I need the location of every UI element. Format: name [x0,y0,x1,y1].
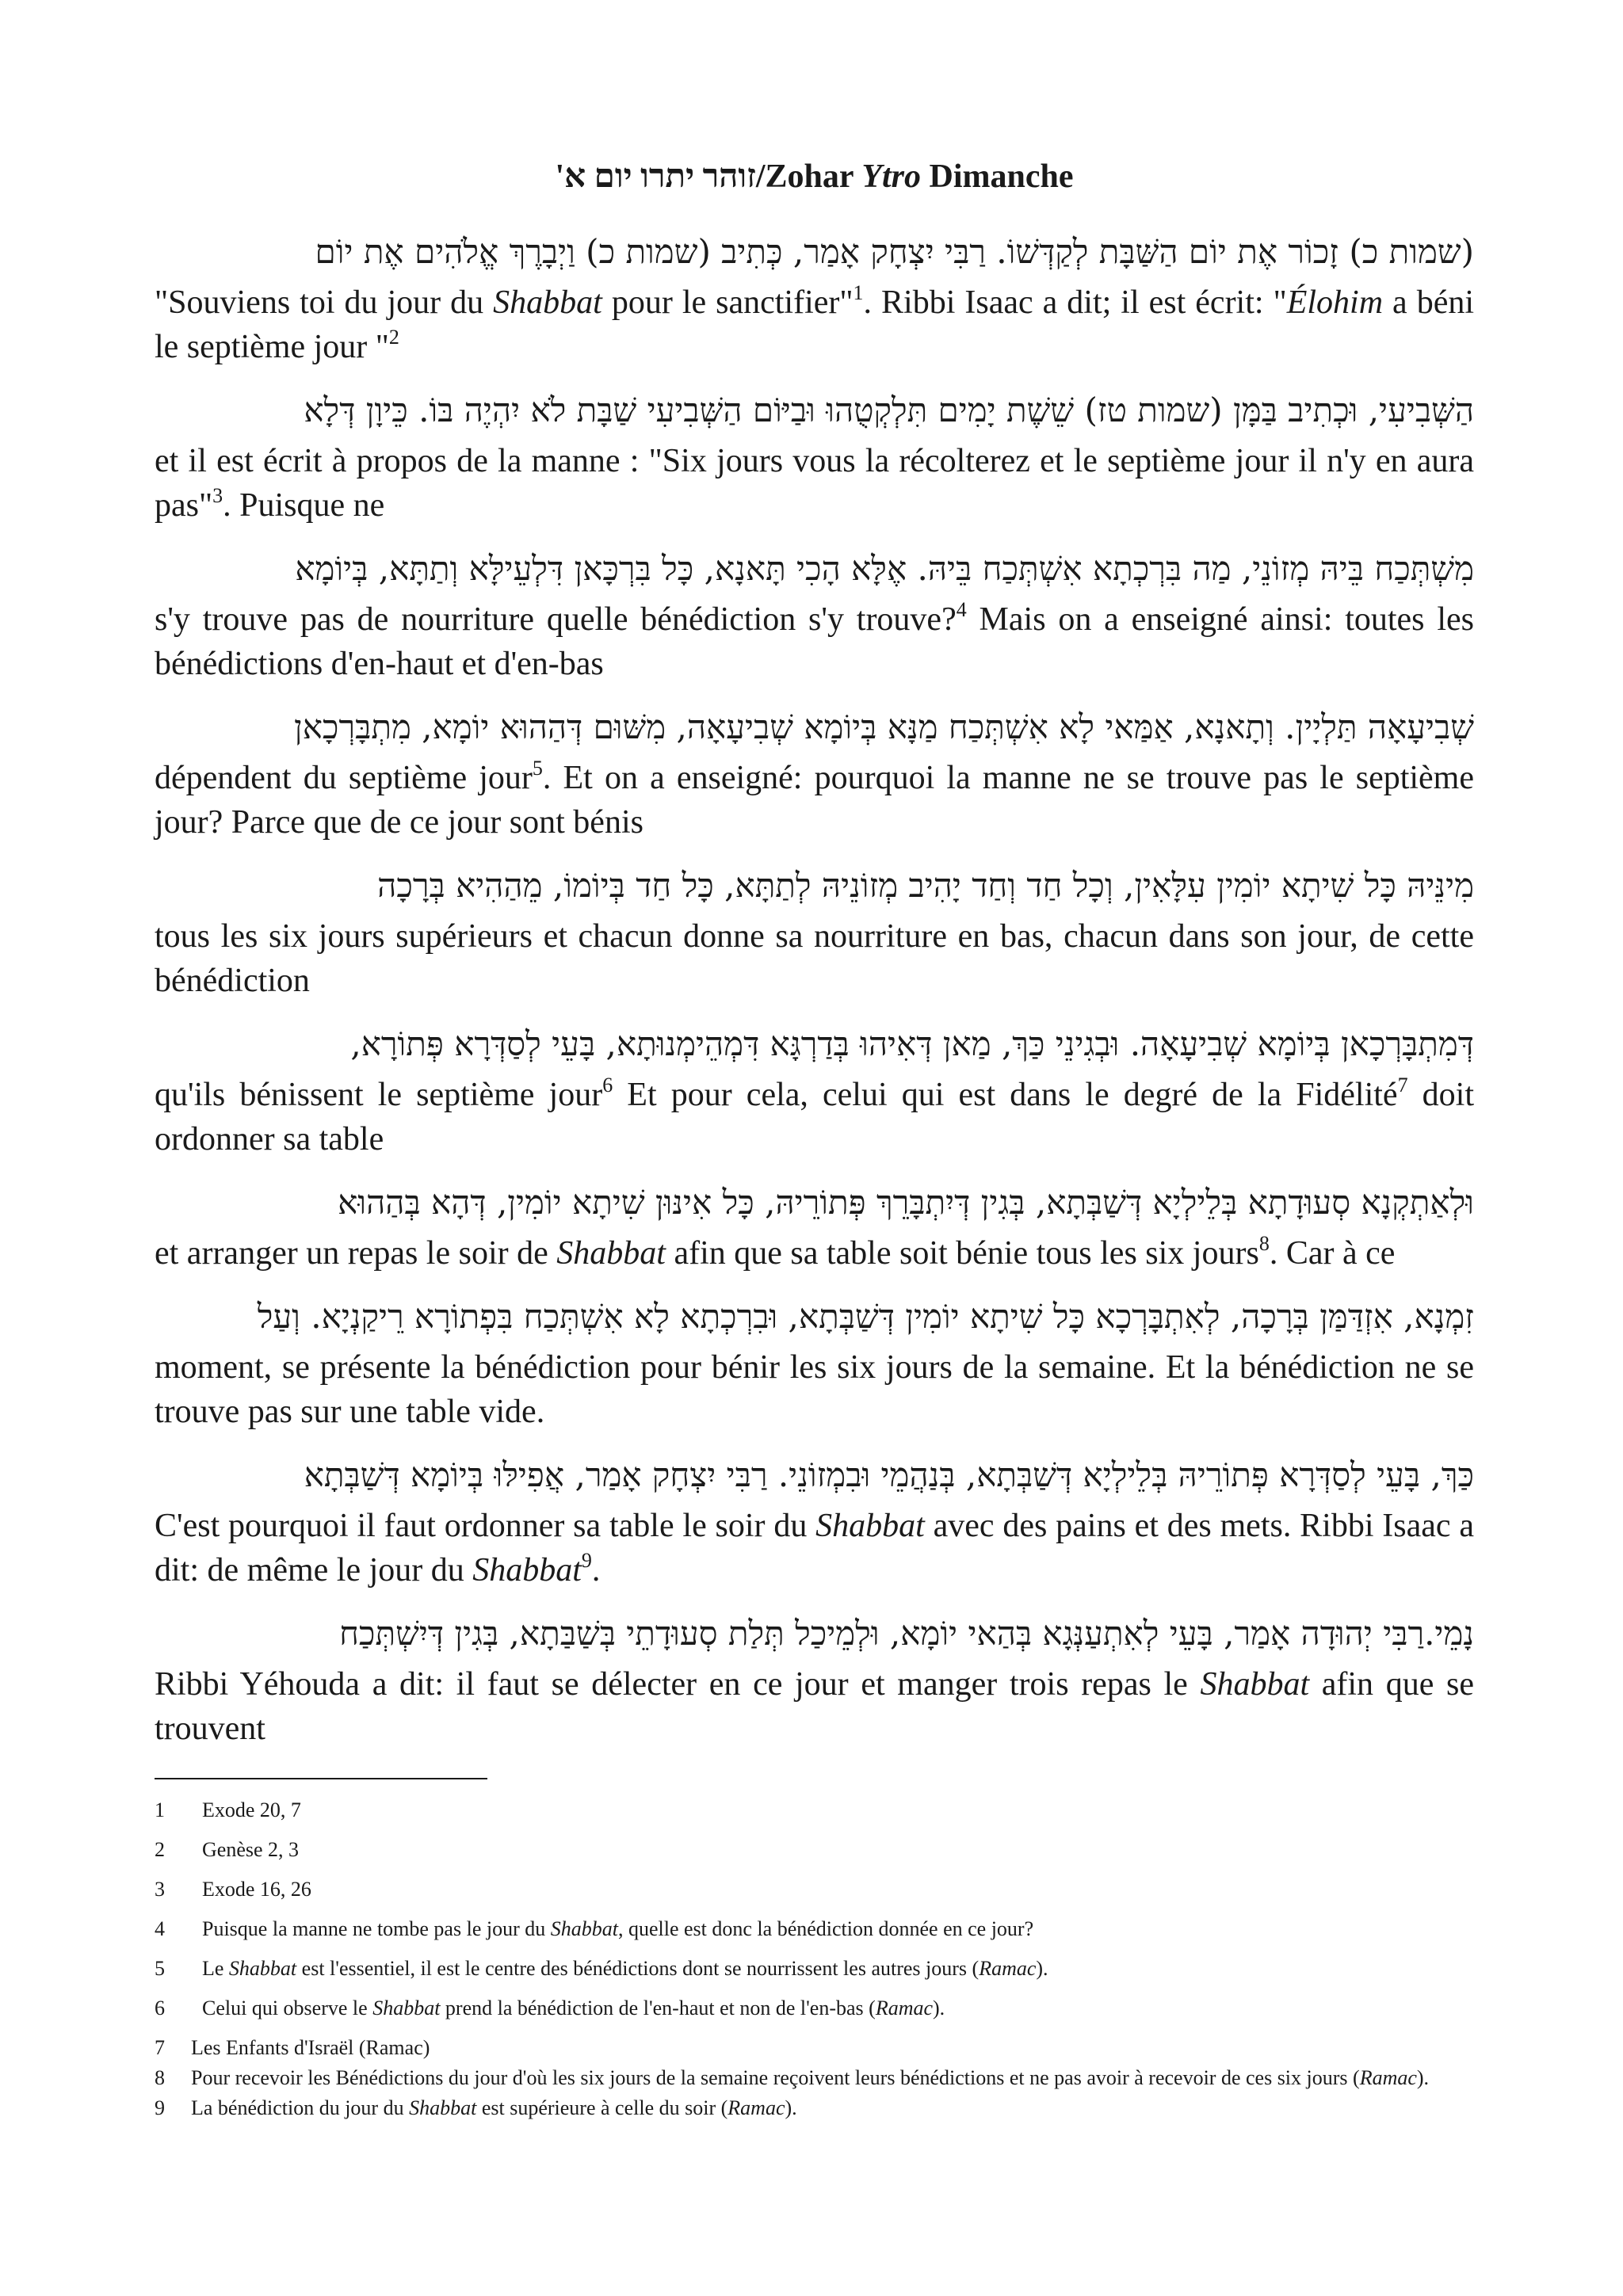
text-run: . [591,1552,601,1589]
text-run: Shabbat [556,1235,666,1272]
footnote [155,1916,1474,1943]
text-run: et arranger un repas le soir de [155,1235,557,1272]
footnote [155,2035,1474,2061]
hebrew-line: נָמֵי.רַבִּי יְהוּדָה אָמַר, בָּעֵי לְאִתְעַנְּגָא בְּהַאי יוֹמָא, וּלְמֵיכַל תְּלַת סְעוּדָתֵי בְּשַׁבַּתָא, בְּגִין דְּיִשְׁתְּכַח [339,1614,1474,1653]
paragraph [155,230,1474,369]
text-run: Exode 16, 26 [202,1878,311,1901]
hebrew-line: (שמות כ) זָכוֹר אֶת יוֹם הַשַּׁבָּת לְקַדְּשׁוֹ. רַבִּי יִצְחָק אָמַר, כְּתִיב (שמות כ) וַיְבָרֶךְ אֱלֹהִים אֶת יוֹם [315,232,1474,271]
text-run: "Souviens toi du jour du [155,284,494,321]
text-run: Ribbi Yéhouda a dit: il faut se délecter en ce jour et manger trois repas le [155,1666,1201,1703]
french-translation [155,756,1474,845]
text-run: Ramac [979,1957,1037,1980]
text-run: . Car à ce [1269,1235,1396,1272]
text-run: ). [933,1997,945,2019]
hebrew-line: זִמְנָא, אִזְדַּמַּן בְּרָכָה, לְאִתְבָּרְכָא כָּל שִׁיתָא יוֹמִין דְּשַׁבְּתָא, וּבִרְכְתָא לָא אִשְׁתְּכַח בִּפְתוֹרָא רֵיקַנְיָא. וְעַל [257,1297,1474,1336]
footnote-ref: 7 [1397,1074,1408,1097]
text-run: Shabbat [228,1957,297,1980]
text-run: Mais on a enseigné ainsi: toutes les bénédictions d'en-haut et d'en-bas [155,601,1474,682]
title-prefix: /Zohar [755,158,862,195]
french-translation [155,1231,1474,1276]
text-body [155,230,1474,1751]
footnote-text [202,1995,1474,2022]
text-run: Le [202,1957,229,1980]
footnote-text [202,1797,1474,1824]
text-run: Shabbat [815,1508,925,1544]
text-run: Shabbat [1200,1666,1310,1703]
footnote-number: 7 [155,2036,165,2059]
footnote [155,2065,1474,2092]
footnote-ref: 1 [853,281,864,304]
hebrew-line: הַשְּׁבִיעִי, וּכְתִיב בַּמָּן (שמות טז) שֵׁשֶׁת יָמִים תִּלְקְטֻהוּ וּבַיּוֹם הַשְּׁבִיעִי שַׁבָּת לֹא יִהְיֶה בּוֹ. כֵּיוָן דְּלָא [304,391,1474,429]
footnote [155,1876,1474,1903]
text-run: . Ribbi Isaac a dit; il est écrit: " [863,284,1287,321]
text-run: Les Enfants d'Israël (Ramac) [191,2036,430,2059]
text-run: est l'essentiel, il est le centre des bénédictions dont se nourrissent les autres jours ( [296,1957,980,1980]
page-title [155,157,1474,196]
footnote-ref: 3 [212,484,223,507]
footnote-text [202,1876,1474,1903]
text-run: qu'ils bénissent le septième jour [155,1077,603,1113]
paragraph [155,1611,1474,1751]
title-hebrew: זוהר יתרו יום א' [555,158,756,195]
footnote-text [202,1955,1474,1982]
paragraph [155,1295,1474,1434]
hebrew-line: כַּךְ, בָּעֵי לְסַדְּרָא פְּתוֹרֵיהּ בְּלֵילְיָא דְּשַׁבְּתָא, בְּנַהֲמֵי וּבִמְזוֹנֵי. רַבִּי יִצְחָק אָמַר, אֲפִילּוּ בְּיוֹמָא דְּשַׁבְּתָא [304,1455,1474,1494]
paragraph [155,864,1474,1003]
text-run: Exode 20, 7 [202,1798,301,1821]
text-run: avec des pains et des mets. Ribbi Isaac a dit: de même le jour du [155,1508,1475,1589]
footnote-text [202,1916,1474,1943]
text-run: dépendent du septième jour [155,760,533,796]
text-run: tous les six jours supérieurs et chacun donne sa nourriture en bas, chacun dans son jour, de cette bénédiction [155,918,1474,999]
french-translation [155,1504,1474,1592]
footnote-ref: 2 [388,326,399,349]
french-translation [155,1662,1474,1751]
footnote-ref: 9 [581,1549,592,1572]
text-run: Ramac [875,1997,934,2019]
text-run: ). [1416,2066,1430,2089]
text-run: Celui qui observe le [202,1997,373,2019]
text-run: Élohim [1286,284,1384,321]
footnote-number: 3 [155,1878,165,1901]
text-run: Shabbat [550,1917,618,1940]
footnote-number: 8 [155,2066,165,2089]
hebrew-line: וּלְאַתְקְנָא סְעוּדָתָא בְּלֵילְיָא דְּשַׁבְּתָא, בְּגִין דְּיִתְבָּרֵךְ פְּתוֹרֵיהּ, כָּל אִינּוּן שִׁיתָא יוֹמִין, דְּהָא בְּהַהוּא [338,1183,1474,1222]
text-run: ). [785,2096,797,2119]
hebrew-line: דְּמִתְבָּרְכָאן בְּיוֹמָא שְׁבִיעָאָה. וּבְגִינֵי כַּךְ, מַאן דְּאִיהוּ בְּדַרְגָּא דִּמְהֵימְנוּתָא, בָּעֵי לְסַדְּרָא פְּתוֹרָא, [350,1024,1474,1063]
footnote-number: 4 [155,1917,165,1940]
hebrew-line: מִשְׁתְּכַח בֵּיהּ מְזוֹנֵי, מַה בִּרְכְתָא אִשְׁתְּכַח בֵּיהּ. אֶלָּא הָכִי תָּאנָא, כָּל בִּרְכָּאן דִּלְעֵילָּא וְתַתָּא, בְּיוֹמָא [295,549,1474,588]
hebrew-line: מִינֵּיהּ כָּל שִׁיתָא יוֹמִין עִלָּאִין, וְכָל חַד וְחַד יָהִיב מְזוֹנֵיהּ לְתַתָּא, כָּל חַד בְּיוֹמוֹ, מֵהַהִיא בְּרָכָה [377,866,1474,905]
text-run: Shabbat [372,1997,441,2019]
text-run: Shabbat [409,2096,477,2119]
footnote-ref: 4 [956,598,967,621]
footnote-number: 2 [155,1838,165,1861]
text-run: La bénédiction du jour du [191,2096,410,2119]
footnote-number: 9 [155,2096,165,2119]
text-run: Shabbat [493,284,602,321]
footnote-text [202,1836,1474,1863]
text-run: moment, se présente la bénédiction pour bénir les six jours de la semaine. Et la bénédiction ne se trouve pas sur une table vide. [155,1349,1474,1430]
footnote-text [191,2035,1474,2061]
paragraph [155,388,1474,528]
text-run: est supérieure à celle du soir ( [476,2096,728,2119]
footnote [155,1797,1474,1824]
footnote [155,1955,1474,1982]
footnotes [155,1797,1474,2122]
paragraph [155,1022,1474,1161]
text-run: Shabbat [472,1552,582,1589]
hebrew-line: שְׁבִיעָאָה תַּלְיָין. וְתָאנָא, אַמַּאי לָא אִשְׁתְּכַח מַנָּא בְּיוֹמָא שְׁבִיעָאָה, מִשּׁוּם דְּהַהוּא יוֹמָא, מִתְבָּרְכָאן [294,707,1474,746]
text-run: , quelle est donc la bénédiction donnée en ce jour? [617,1917,1034,1940]
text-run: Pour recevoir les Bénédictions du jour d'où les six jours de la semaine reçoivent leurs bénédictions et ne pas avoir à recevoir de ces six jours ( [191,2066,1360,2089]
text-run: C'est pourquoi il faut ordonner sa table le soir du [155,1508,816,1544]
footnote-text [191,2065,1474,2092]
text-run: prend la bénédiction de l'en-haut et non de l'en-bas ( [440,1997,876,2019]
text-run: Ramac [727,2096,785,2119]
text-run: Puisque la manne ne tombe pas le jour du [202,1917,551,1940]
text-run: a béni le septième jour " [155,284,1475,365]
text-run: Ramac [1359,2066,1417,2089]
footnote-ref: 8 [1258,1232,1270,1255]
french-translation [155,597,1474,686]
footnote-number: 6 [155,1997,165,2019]
french-translation [155,1345,1474,1434]
text-run: doit ordonner sa table [155,1077,1474,1158]
footnote [155,1836,1474,1863]
footnote-separator [155,1778,487,1779]
footnote [155,2095,1474,2122]
text-run: Genèse 2, 3 [202,1838,300,1861]
text-run: afin que se trouvent [155,1666,1474,1747]
paragraph [155,705,1474,845]
french-translation [155,439,1474,528]
footnote-number: 5 [155,1957,165,1980]
french-translation [155,1073,1474,1161]
text-run: . Et on a enseigné: pourquoi la manne ne se trouve pas le septième jour? Parce que de ce jour sont bénis [155,760,1474,841]
text-run: Et pour cela, celui qui est dans le degré de la Fidélité [613,1077,1398,1113]
footnote-number: 1 [155,1798,165,1821]
title-suffix: Dimanche [920,158,1074,195]
footnote [155,1995,1474,2022]
footnote-text [191,2095,1474,2122]
text-run: et il est écrit à propos de la manne : "Six jours vous la récolterez et le septième jour il n'y en aura pas" [155,443,1474,524]
text-run: s'y trouve pas de nourriture quelle bénédiction s'y trouve? [155,601,957,638]
text-run: ). [1036,1957,1048,1980]
french-translation [155,280,1474,369]
paragraph [155,547,1474,686]
text-run: afin que sa table soit bénie tous les six jours [665,1235,1259,1272]
paragraph [155,1453,1474,1592]
paragraph [155,1180,1474,1276]
french-translation [155,914,1474,1003]
footnote-ref: 6 [602,1074,613,1097]
footnote-ref: 5 [532,757,543,780]
title-italic: Ytro [861,158,921,195]
text-run: pour le sanctifier" [601,284,854,321]
text-run: . Puisque ne [223,487,385,524]
